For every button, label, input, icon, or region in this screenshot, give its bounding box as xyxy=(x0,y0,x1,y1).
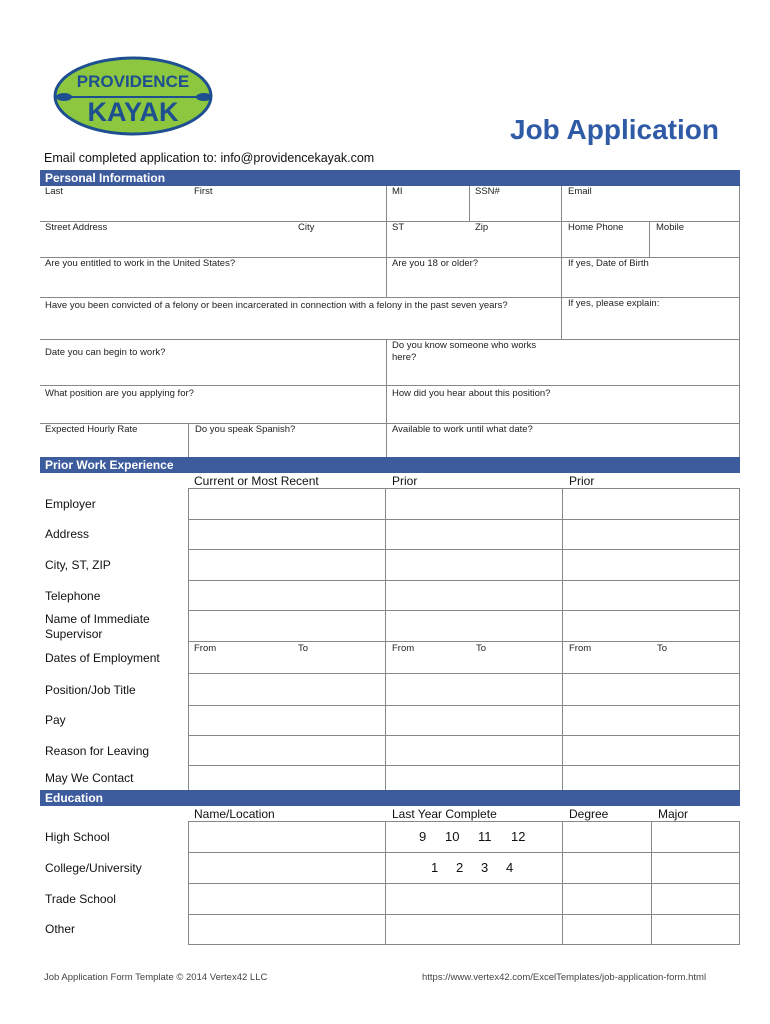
street-address-field[interactable] xyxy=(40,222,386,258)
work-row-line xyxy=(188,705,740,706)
hear-about-field[interactable] xyxy=(386,386,740,424)
mi-label: MI xyxy=(392,186,403,197)
hourly-rate-label: Expected Hourly Rate xyxy=(45,424,138,435)
to-label: To xyxy=(298,643,309,654)
begin-date-label: Date you can begin to work? xyxy=(45,347,166,358)
from-label: From xyxy=(392,643,415,654)
last-label: Last xyxy=(45,186,63,197)
first-label: First xyxy=(194,186,213,197)
col-degree: Degree xyxy=(569,807,609,821)
available-label: Available to work until what date? xyxy=(392,424,533,435)
col-major: Major xyxy=(658,807,689,821)
row-trade-school: Trade School xyxy=(45,892,116,906)
high-school-name-input[interactable] xyxy=(189,822,385,852)
logo-text-1: PROVIDENCE xyxy=(76,72,190,91)
felony-label: Have you been convicted of a felony or been incarcerated in connection with a felony in the past seven years? xyxy=(45,300,508,311)
row-high-school: High School xyxy=(45,830,110,844)
hs-year-option[interactable]: 10 xyxy=(445,829,460,844)
college-year-option[interactable]: 3 xyxy=(481,860,489,875)
work-row-line xyxy=(188,549,740,550)
home-phone-field[interactable] xyxy=(562,222,650,258)
work-row-line xyxy=(188,610,740,611)
spanish-field[interactable] xyxy=(188,424,386,458)
entitled-label: Are you entitled to work in the United States? xyxy=(45,258,236,269)
state-field[interactable] xyxy=(386,222,470,258)
employer-prior2-input[interactable] xyxy=(563,489,739,519)
employer-prior1-input[interactable] xyxy=(386,489,562,519)
to-label: To xyxy=(476,643,487,654)
work-row-line xyxy=(188,673,740,674)
email-instruction: Email completed application to: info@providencekayak.com xyxy=(44,151,375,165)
logo-text-2: KAYAK xyxy=(87,97,179,127)
home-phone-label: Home Phone xyxy=(568,222,624,233)
ssn-field[interactable] xyxy=(470,186,562,222)
hs-year-option[interactable]: 12 xyxy=(511,829,526,844)
available-until-field[interactable] xyxy=(386,424,740,458)
col-current: Current or Most Recent xyxy=(194,474,319,488)
col-prior-2: Prior xyxy=(569,474,595,488)
dob-label: If yes, Date of Birth xyxy=(568,258,649,269)
email-label: Email xyxy=(568,186,592,197)
to-label: To xyxy=(657,643,668,654)
from-label: From xyxy=(194,643,217,654)
hs-year-option[interactable]: 11 xyxy=(478,829,492,844)
work-row-line xyxy=(188,580,740,581)
work-row-line xyxy=(188,765,740,766)
work-experience-header: Prior Work Experience xyxy=(40,457,740,473)
trade-school-name-input[interactable] xyxy=(189,884,385,914)
work-row-line xyxy=(188,641,740,642)
col-name-location: Name/Location xyxy=(194,807,275,821)
explain-label: If yes, please explain: xyxy=(568,298,660,309)
row-dates: Dates of Employment xyxy=(45,651,160,665)
employer-current-input[interactable] xyxy=(189,489,385,519)
footer-copyright: Job Application Form Template © 2014 Vertex42 LLC xyxy=(44,972,268,983)
row-employer: Employer xyxy=(45,497,96,511)
zip-label: Zip xyxy=(475,222,489,233)
from-label: From xyxy=(569,643,592,654)
page-title: Job Application xyxy=(510,114,719,145)
start-date-field[interactable] xyxy=(40,340,386,386)
felony-field[interactable] xyxy=(40,298,562,340)
mobile-label: Mobile xyxy=(656,222,684,233)
work-row-line xyxy=(188,735,740,736)
row-position: Position/Job Title xyxy=(45,683,136,697)
college-year-option[interactable]: 1 xyxy=(431,860,439,875)
college-year-option[interactable]: 4 xyxy=(506,860,514,875)
col-prior-1: Prior xyxy=(392,474,418,488)
work-divider xyxy=(562,488,563,791)
zip-field[interactable] xyxy=(470,222,562,258)
st-label: ST xyxy=(392,222,405,233)
row-contact: May We Contact xyxy=(45,771,134,785)
hourly-rate-field[interactable] xyxy=(40,424,188,458)
college-year-option[interactable]: 2 xyxy=(456,860,464,875)
know-someone-label: Do you know someone who works here? xyxy=(392,340,537,363)
row-city-st-zip: City, ST, ZIP xyxy=(45,558,111,572)
work-divider xyxy=(385,488,386,791)
row-college: College/University xyxy=(45,861,142,875)
footer-url-link[interactable]: https://www.vertex42.com/ExcelTemplates/job-application-form.html xyxy=(422,972,707,983)
spanish-label: Do you speak Spanish? xyxy=(195,424,296,435)
work-row-line xyxy=(188,519,740,520)
row-pay: Pay xyxy=(45,713,66,727)
hs-year-option[interactable]: 9 xyxy=(419,829,427,844)
last-name-field[interactable] xyxy=(40,186,188,222)
row-supervisor: Name of Immediate Supervisor xyxy=(45,612,150,641)
row-address: Address xyxy=(45,527,90,541)
mobile-field[interactable] xyxy=(650,222,740,258)
position-field[interactable] xyxy=(40,386,386,424)
ssn-label: SSN# xyxy=(475,186,500,197)
age-18-field[interactable] xyxy=(386,258,562,298)
col-last-year: Last Year Complete xyxy=(392,807,497,821)
street-label: Street Address xyxy=(45,222,108,233)
personal-info-header: Personal Information xyxy=(40,170,740,186)
college-name-input[interactable] xyxy=(189,853,385,883)
position-label: What position are you applying for? xyxy=(45,388,194,399)
dob-field[interactable] xyxy=(562,258,740,298)
row-telephone: Telephone xyxy=(45,589,101,603)
know-someone-field[interactable] xyxy=(386,340,740,386)
work-grid-border xyxy=(188,488,740,791)
row-other: Other xyxy=(45,922,76,936)
email-field[interactable] xyxy=(562,186,740,222)
other-name-input[interactable] xyxy=(189,915,385,944)
education-header: Education xyxy=(40,790,740,806)
age18-label: Are you 18 or older? xyxy=(392,258,479,269)
first-name-field[interactable] xyxy=(188,186,386,222)
row-reason: Reason for Leaving xyxy=(45,744,150,758)
hear-about-label: How did you hear about this position? xyxy=(392,388,551,399)
felony-explain-field[interactable] xyxy=(562,298,740,340)
providence-kayak-logo xyxy=(52,55,214,137)
work-authorization-field[interactable] xyxy=(40,258,386,298)
city-label: City xyxy=(298,222,315,233)
mi-field[interactable] xyxy=(386,186,470,222)
